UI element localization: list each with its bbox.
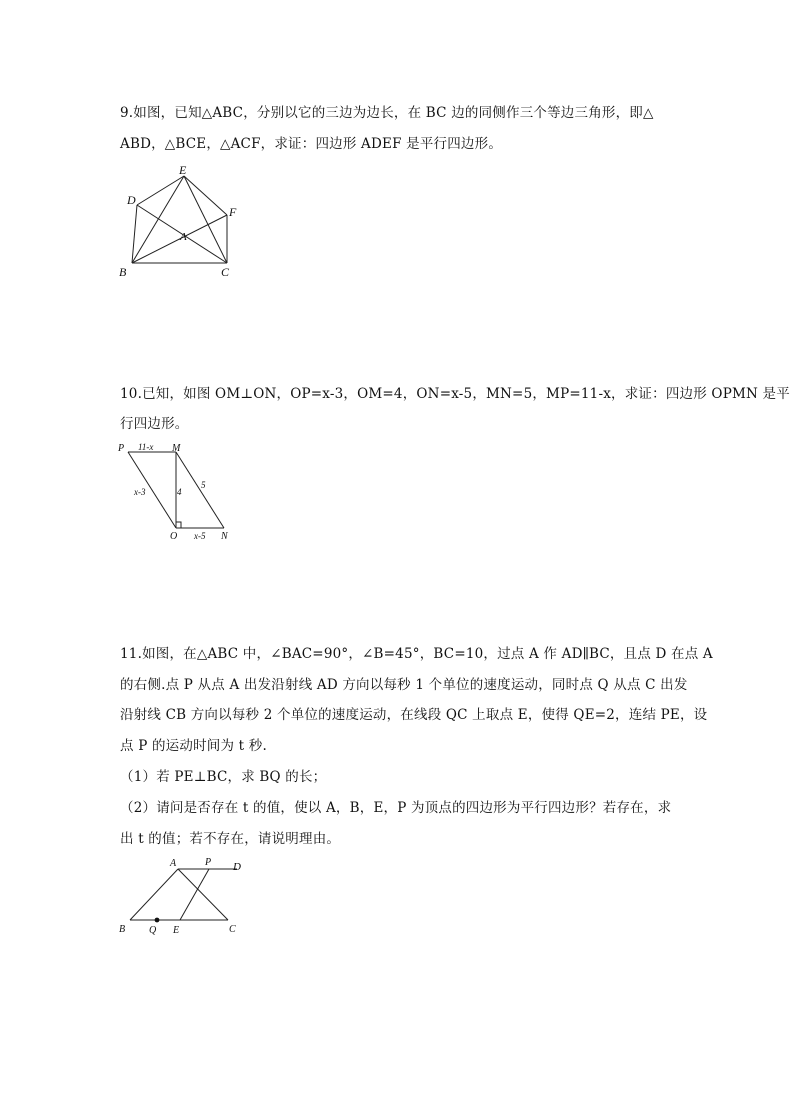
label-po-length: x-3 xyxy=(134,487,146,497)
problem-11-line-2: 的右侧.点 P 从点 A 出发沿射线 AD 方向以每秒 1 个单位的速度运动，同时点 Q 从点 C 出发 xyxy=(120,677,688,693)
label-p: P xyxy=(205,857,212,868)
problem-9-line-2: ABD，△BCE，△ACF，求证：四边形 ADEF 是平行四边形。 xyxy=(120,136,503,152)
problem-11-line-3: 沿射线 CB 方向以每秒 2 个单位的速度运动，在线段 QC 上取点 E，使得 QE=2，连结 PE，设 xyxy=(120,707,708,723)
label-b: B xyxy=(119,924,126,935)
label-o: O xyxy=(170,531,178,542)
problem-10-line-2: 行四边形。 xyxy=(120,416,189,432)
problem-11-figure xyxy=(112,852,272,942)
label-d: D xyxy=(127,193,136,207)
problem-9-line-1: 9.如图，已知△ABC，分别以它的三边为边长，在 BC 边的同侧作三个等边三角形，即△ xyxy=(120,105,654,121)
label-mo-length: 4 xyxy=(177,487,182,497)
label-d: D xyxy=(233,861,241,873)
problem-11-line-4: 点 P 的运动时间为 t 秒. xyxy=(120,738,267,754)
label-b: B xyxy=(119,265,127,279)
label-c: C xyxy=(229,924,236,935)
problem-9-figure xyxy=(115,160,255,280)
label-c: C xyxy=(221,265,230,279)
problem-10-figure xyxy=(112,438,242,543)
label-m: M xyxy=(172,443,181,454)
problem-11-question-2-line-2: 出 t 的值；若不存在，请说明理由。 xyxy=(120,831,341,847)
label-e: E xyxy=(173,925,180,936)
label-a: A xyxy=(170,858,177,869)
label-n: N xyxy=(221,531,228,542)
label-q: Q xyxy=(149,925,157,936)
label-e: E xyxy=(179,163,187,177)
label-mn-length: 5 xyxy=(201,480,206,490)
problem-11-line-1: 11.如图，在△ABC 中，∠BAC=90°，∠B=45°，BC=10，过点 A 作 AD∥BC，且点 D 在点 A xyxy=(120,646,713,662)
label-pm-length: 11-x xyxy=(138,442,154,452)
label-f: F xyxy=(229,205,237,219)
label-on-length: x-5 xyxy=(194,531,206,541)
label-a: A xyxy=(180,231,187,243)
label-p: P xyxy=(118,443,125,454)
problem-11-question-1: （1）若 PE⊥BC，求 BQ 的长； xyxy=(120,769,327,785)
problem-11-question-2-line-1: （2）请问是否存在 t 的值，使以 A，B，E，P 为顶点的四边形为平行四边形？若存在，求 xyxy=(120,800,672,816)
problem-10-line-1: 10.已知，如图 OM⊥ON，OP=x-3，OM=4，ON=x-5，MN=5，MP=11-x，求证：四边形 OPMN 是平 xyxy=(120,386,790,402)
point-q-dot xyxy=(155,918,160,923)
